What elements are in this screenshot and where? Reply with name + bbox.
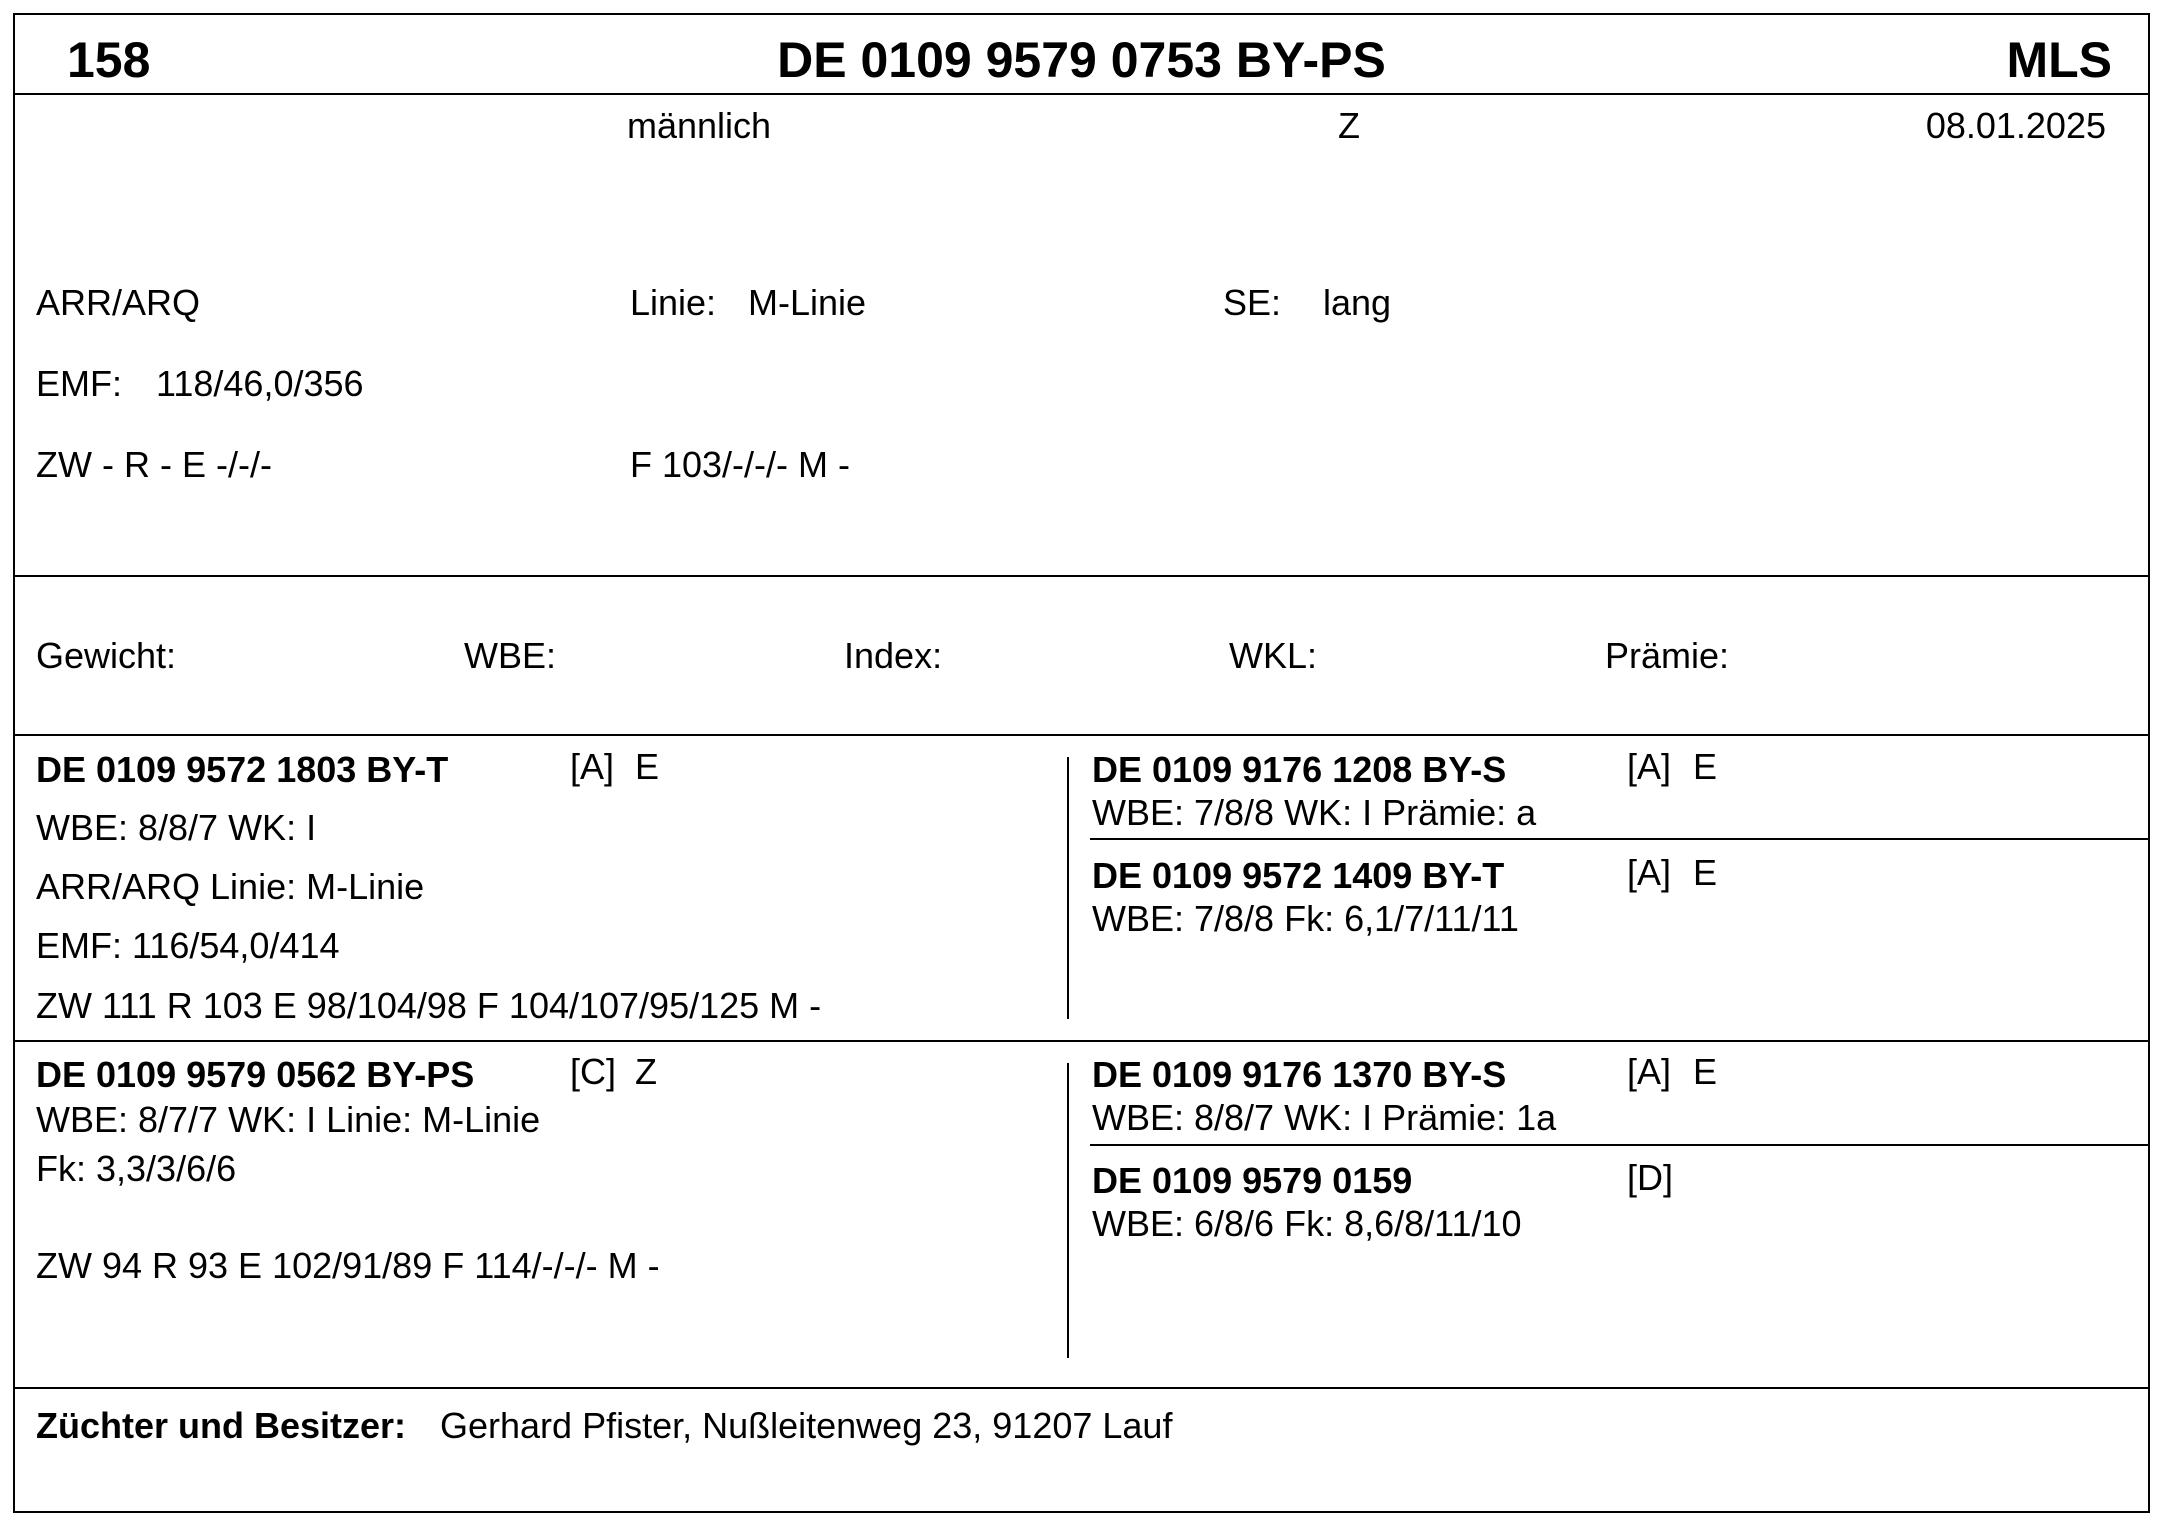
gewicht-label: Gewicht: (36, 635, 177, 676)
genotype: ARR/ARQ (36, 282, 201, 323)
sire-sire-code: [A] (1627, 746, 1672, 787)
wbe-label: WBE: (464, 635, 557, 676)
info-divider (15, 575, 2148, 577)
zw-line: ZW - R - E -/-/- (36, 444, 272, 485)
dam-id: DE 0109 9579 0562 BY-PS (36, 1054, 475, 1095)
dam-dam-id: DE 0109 9579 0159 (1092, 1160, 1413, 1201)
sire-sire-status: E (1693, 746, 1718, 787)
sex: männlich (627, 105, 772, 146)
praemie-label: Prämie: (1605, 635, 1730, 676)
sire-id: DE 0109 9572 1803 BY-T (36, 749, 449, 790)
dam-sire-id: DE 0109 9176 1370 BY-S (1092, 1054, 1507, 1095)
sire-column-divider (1067, 757, 1069, 1019)
sire-status: E (635, 746, 660, 787)
catalog-number: 158 (67, 32, 151, 88)
date: 08.01.2025 (1925, 105, 2106, 146)
sire-sire-line1: WBE: 7/8/8 WK: I Prämie: a (1092, 792, 1537, 833)
emf-label: EMF: (36, 363, 122, 404)
se-label: SE: (1223, 282, 1282, 323)
dam-line1: WBE: 8/7/7 WK: I Linie: M-Linie (36, 1099, 541, 1140)
animal-id: DE 0109 9579 0753 BY-PS (777, 32, 1386, 88)
emf-value: 118/46,0/356 (156, 363, 364, 404)
sire-parents-divider (1090, 838, 2148, 840)
sire-line1: WBE: 8/8/7 WK: I (36, 807, 317, 848)
parents-divider (15, 1040, 2148, 1042)
sire-line4: ZW 111 R 103 E 98/104/98 F 104/107/95/125 M - (36, 985, 822, 1026)
dam-sire-status: E (1693, 1051, 1718, 1092)
assessment-divider (15, 734, 2148, 736)
dam-parents-divider (1090, 1144, 2148, 1146)
footer-divider (15, 1387, 2148, 1389)
dam-line3: ZW 94 R 93 E 102/91/89 F 114/-/-/- M - (36, 1245, 660, 1286)
se-value: lang (1323, 282, 1392, 323)
sire-line3: EMF: 116/54,0/414 (36, 925, 340, 966)
breeder-label: Züchter und Besitzer: (36, 1405, 407, 1446)
dam-sire-code: [A] (1627, 1051, 1672, 1092)
sire-line2: ARR/ARQ Linie: M-Linie (36, 866, 425, 907)
sire-code: [A] (570, 746, 615, 787)
dam-code: [C] (570, 1051, 617, 1092)
sire-dam-line1: WBE: 7/8/8 Fk: 6,1/7/11/11 (1092, 898, 1519, 939)
f-line: F 103/-/-/- M - (630, 444, 851, 485)
breeder-value: Gerhard Pfister, Nußleitenweg 23, 91207 Lauf (440, 1405, 1173, 1446)
sire-dam-code: [A] (1627, 852, 1672, 893)
pedigree-card (13, 13, 2150, 1513)
dam-sire-line1: WBE: 8/8/7 WK: I Prämie: 1a (1092, 1097, 1557, 1138)
status: Z (1338, 105, 1360, 146)
dam-dam-line1: WBE: 6/8/6 Fk: 8,6/8/11/10 (1092, 1203, 1522, 1244)
sire-dam-id: DE 0109 9572 1409 BY-T (1092, 855, 1505, 896)
header-divider (15, 93, 2148, 95)
dam-dam-code: [D] (1627, 1157, 1674, 1198)
index-label: Index: (844, 635, 943, 676)
dam-status: Z (635, 1051, 657, 1092)
wkl-label: WKL: (1229, 635, 1318, 676)
dam-line2: Fk: 3,3/3/6/6 (36, 1148, 237, 1189)
sire-dam-status: E (1693, 852, 1718, 893)
sire-sire-id: DE 0109 9176 1208 BY-S (1092, 749, 1507, 790)
breed-code: MLS (2006, 32, 2112, 88)
linie-value: M-Linie (748, 282, 867, 323)
linie-label: Linie: (630, 282, 717, 323)
dam-column-divider (1067, 1063, 1069, 1358)
